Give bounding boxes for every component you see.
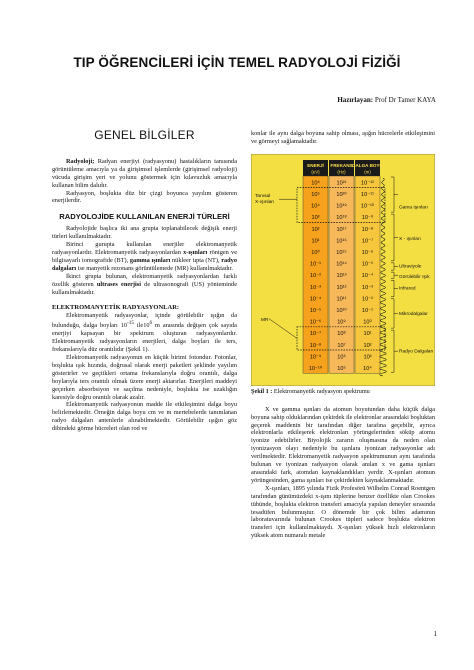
paragraph-text: İkinci grupta bulunan, elektromanyetik radyasyonlardan farklı özellik gösteren	[52, 272, 237, 288]
section-heading-em-radiation: ELEKTROMANYETİK RADYASYONLAR:	[52, 303, 180, 311]
spectrum-value: 10⁻⁶	[361, 249, 374, 256]
spectrum-value: 10⁻⁵	[361, 261, 374, 268]
spectrum-value: 10²	[311, 226, 320, 233]
figure-caption	[251, 388, 435, 396]
spectrum-value: 10³	[311, 214, 320, 221]
spectrum-value: 10⁻¹	[361, 307, 374, 314]
spectrum-value: 10⁻³	[309, 284, 322, 291]
spectrum-value: 10¹³	[336, 272, 347, 279]
term-radiology: Radyoloji;	[66, 157, 95, 165]
spectrum-value: 10¹⁴	[336, 261, 347, 268]
spectrum-value: 10⁻⁷	[309, 330, 322, 337]
figure-em-spectrum	[251, 154, 435, 386]
spectrum-value: 10⁻²	[361, 296, 374, 303]
spectrum-value: 10⁹	[337, 319, 346, 326]
subheading-energy-types: RADYOLOJİDE KULLANILAN ENERJİ TÜRLERİ	[59, 212, 230, 222]
paragraph-text: nükleer tıpta (NT),	[170, 256, 222, 264]
spectrum-value: 10²	[363, 342, 372, 349]
spectrum-value: 10¹⁶	[336, 238, 347, 245]
right-column	[251, 130, 435, 540]
paragraph-text: röntgen ve bilgisayarlı tomografide (BT),	[52, 249, 238, 264]
page-number: 1	[433, 630, 437, 638]
label-mr: MR	[261, 317, 269, 323]
spectrum-value: 10⁰	[363, 319, 372, 326]
term-x-rays: x-ışınları	[183, 249, 208, 257]
paragraph-photon: Elektromanyetik radyasyonun en küçük birimi fotondur. Fotonlar, boşlukta ışık hızında, doğrusal olarak enerji paketleri şeklinde yayılım gösterirler ve geçtikleri ortama frekanslarıyla doğru orantılı, dalga boylarıyla ters orantılı olmak üzere enerji aktarırlar. Enerjileri maddeyi geçerken absorbsiyon ve saçılma nedeniyle, boşlukta ise uzaklığın karesiyle doğru orantılı olarak azalır.	[52, 354, 237, 401]
column-header: FREKANS	[330, 162, 353, 168]
term-radio-waves: radyo dalgaları	[52, 256, 237, 272]
spectrum-value: 10⁻⁷	[361, 238, 374, 245]
paragraph-ionizing-radiation: X ve gamma ışınları da atomun boyutundan daha küçük dalga boyuna sahip olduklarından çekirdek ile elektronlar arasındaki boşluktan geçerek maddenin bir tarafından diğer tarafına geçebilir, ayrıca elektronlarla etkileşerek elektronları yörüngelerinden söküp atomu iyonize edebilirler. Biyolojik zararın oluşmasına da neden olan iyonizasyon olayı nedeniyle bu ışınlara iyonizan radyasyonlar adı verilmektedir. Elektromanyetik radyasyon spektrumunun aynı tarafında bulunan ve iyonizan radyasyon olarak anılan x ve gama ışınları arasındaki fark, atomdan kaynaklandıkları yerdir. X-ışınları atomun yörüngesinden, gama ışınları ise çekirdekten kaynaklanmaktadır.	[251, 405, 435, 484]
spectrum-value: 10¹⁹	[336, 203, 347, 210]
paragraph-continuation: konlar ile aynı dalga boyuna sahip olması, ışığın hücrelerle etkileşimini ve görmeyi sağlamaktadır.	[251, 130, 435, 145]
spectrum-value: 10¹⁰	[336, 307, 347, 314]
superscript: -15	[127, 320, 135, 327]
spectrum-value: 10⁻²	[309, 272, 322, 279]
spectrum-value: 10⁸	[337, 330, 346, 337]
paragraph-text: Radyan enerjiyi (radyasyonu) hastalıkların tanısında görüntüleme amacıyla ya da girişimsel işlemlerde (girişimsel radyoloji) vücuda girişim yeri ve yolunu göstermek için kılavuzluk amacıyla kullanan bilim dalıdır.	[52, 157, 237, 189]
spectrum-value: 10¹	[363, 330, 372, 337]
spectrum-value: 10⁰	[311, 249, 320, 256]
spectrum-value: 10⁻⁴	[361, 272, 374, 279]
term-ultrasound: ultrases enerjisi	[96, 280, 141, 288]
label-diagnostic-xray: Tanısal	[255, 194, 271, 200]
spectrum-value: 10⁴	[311, 203, 320, 210]
spectrum-band-label: Ultraviyole	[399, 264, 422, 270]
spectrum-value: 10⁶	[337, 354, 346, 361]
author-label: Hazırlayan:	[337, 96, 374, 104]
column-unit: (eV)	[311, 169, 320, 175]
spectrum-value: 10⁵	[311, 191, 320, 198]
document-title: TIP ÖĞRENCİLERİ İÇİN TEMEL RADYOLOJİ FİZİĞİ	[73, 55, 401, 70]
author-name: Prof Dr Tamer KAYA	[374, 96, 436, 104]
paragraph-wavelength-interaction: Elektromanyetik radyasyonun madde ile etkileşimini dalga boyu belirlemektedir. Örneğin dalga boyu cm ve m mertebelerde tanımlanan radyo dalgaları antenlerle alınabilmektedir. Görülebilir ışığın göz dibindeki görme hücreleri olan rod ve	[52, 401, 237, 433]
caption-text: Elektromanyetik radyasyon spektrumu	[272, 387, 370, 395]
spectrum-value: 10⁻⁵	[309, 307, 322, 314]
spectrum-value: 10²¹	[336, 180, 347, 187]
spectrum-value: 10¹²	[336, 284, 347, 291]
spectrum-value: 10⁻¹	[309, 261, 322, 268]
spectrum-value: 10⁻⁸	[361, 226, 374, 233]
spectrum-value: 10⁻¹²	[361, 180, 374, 187]
section-heading-general: GENEL BİLGİLER	[94, 128, 195, 142]
paragraph-first-group	[52, 241, 237, 273]
spectrum-value: 10⁵	[337, 365, 346, 372]
paragraph-text: ile10	[134, 322, 150, 330]
left-column	[52, 118, 237, 433]
spectrum-value: 10⁻⁸	[309, 342, 322, 349]
paragraph-text: m arasında değişen çok sayıda enerjiyi kapsayan bir spektrum oluşturan radyasyonlardır. Elektromanyetik radyasyonların enerjileri, dalga boyları ile ters, frekanslarıyla düz orantılıdır (Şekil 1).	[52, 322, 237, 354]
caption-label: Şekil 1 :	[251, 387, 273, 395]
spectrum-band-label: Infrared	[399, 286, 416, 292]
paragraph-text: Elektromanyetik radyasyonlar, içinde görülebilir ışığın da bulunduğu, dalga boyları 10	[52, 312, 237, 330]
spectrum-value: 10²⁰	[336, 191, 347, 198]
spectrum-band-label: X - ışınları	[399, 236, 421, 242]
spectrum-value: 10⁶	[311, 180, 320, 187]
spectrum-value: 10¹⁷	[336, 226, 347, 233]
spectrum-value: 10⁻¹⁰	[308, 365, 323, 372]
paragraph-text: Birinci gurupta kullanılan enerjiler elektromanyetik radyasyonlardır. Elektromanyetik radyasyonlardan	[52, 241, 237, 257]
column-unit: (m)	[364, 169, 371, 175]
column-header: DALGA BOYU	[352, 162, 383, 168]
spectrum-value: 10⁻³	[361, 284, 374, 291]
spectrum-value: 10⁻⁹	[309, 354, 322, 361]
spectrum-value: 10¹⁸	[336, 214, 347, 221]
paragraph-radiation-definition: Radyasyon, boşlukta düz bir çizgi boyunca yayılım gösteren enerjilerdir.	[52, 189, 237, 205]
paragraph-text: de ultrasonografi (US) yönteminde kullanılmaktadır.	[52, 280, 237, 296]
paragraph-roentgen-history: X-ışınları, 1895 yılında Fizik Profesörü Wilhelm Conrad Roentgen tarafından günümüzdeki x-ışını tüplerine benzer özellikte olan Crookes tübünde, boşlukta elektron transferi amacıyla yapılan deneyler sırasında tesadüfen bulunmuştur. O dönemde bir çok bilim adamının laboratuvarında bulunan Crookes tüpleri sadece boşlukta elektron transferi için kullanılmaktaydı. X-ışınları yüksek hızlı elektronların yüksek atom numaralı metale	[251, 484, 435, 540]
paragraph-em-spectrum	[52, 312, 237, 354]
spectrum-value: 10⁻⁴	[309, 296, 322, 303]
paragraph-energy-groups: Radyolojide başlıca iki ana grupta toplanabilecek değişik enerji türleri kullanılmaktadır.	[52, 225, 237, 241]
spectrum-value: 10⁴	[363, 365, 372, 372]
column-header: ENERJİ	[307, 162, 324, 168]
spectrum-value: 10¹¹	[336, 296, 347, 303]
spectrum-diagram	[251, 154, 435, 386]
spectrum-value: 10³	[363, 354, 372, 361]
spectrum-value: 10⁻⁹	[361, 214, 374, 221]
spectrum-value: 10⁻¹⁰	[360, 203, 375, 210]
term-gamma-rays: gamma ışınları	[129, 256, 171, 264]
paragraph-second-group	[52, 273, 237, 297]
superscript: 6	[149, 320, 153, 327]
spectrum-band-label: Gama Işınları	[399, 205, 428, 211]
spectrum-value: 10⁻¹¹	[361, 191, 374, 198]
spectrum-value: 10¹⁵	[336, 249, 347, 256]
label-diagnostic-xray: X-ışınları	[255, 200, 275, 206]
paragraph-text: ise manyetik rezonans görüntülemede (MR) kullanılmaktadır.	[76, 264, 233, 272]
spectrum-band-label: Görülebilir Işık	[399, 274, 430, 280]
spectrum-band-label: Mikrodalgalar	[399, 312, 428, 318]
spectrum-value: 10¹	[311, 238, 320, 245]
paragraph-radiology-definition	[52, 158, 237, 190]
author-line	[337, 96, 436, 104]
spectrum-value: 10⁷	[337, 342, 346, 349]
spectrum-band-label: Radyo Dalgaları	[399, 349, 434, 355]
column-unit: (Hz)	[337, 169, 346, 175]
spectrum-value: 10⁻⁶	[309, 319, 322, 326]
